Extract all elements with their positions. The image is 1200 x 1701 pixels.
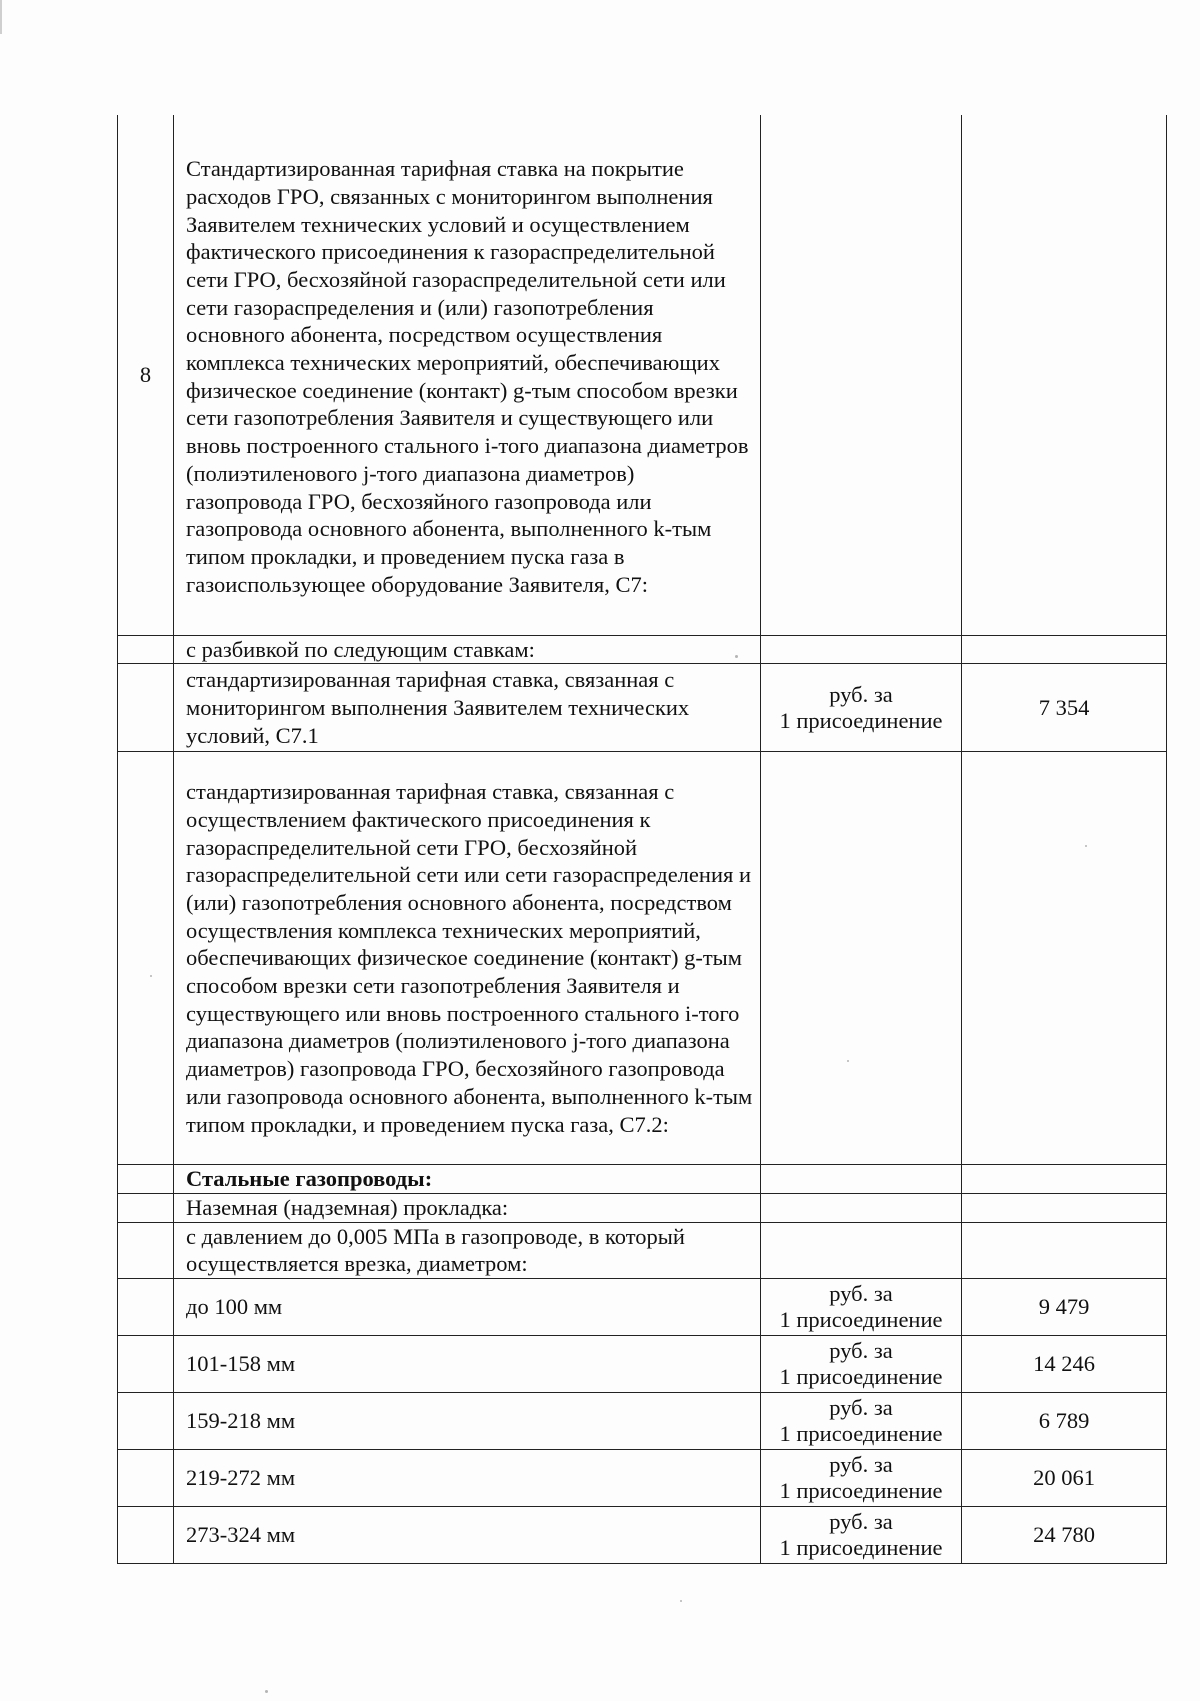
table-row-c7-1 [118, 664, 1167, 752]
row-number [118, 664, 174, 752]
row-unit [761, 1222, 962, 1278]
row-number [118, 635, 174, 664]
unit-line-2: 1 присоединение [779, 1478, 943, 1504]
row-description: Стальные газопроводы: [174, 1165, 761, 1194]
unit-line-1: руб. за [829, 1395, 893, 1421]
row-description: 219-272 мм [174, 1450, 761, 1507]
scan-speck [847, 1060, 849, 1062]
row-description: 273-324 мм [174, 1507, 761, 1564]
scan-speck [680, 1600, 682, 1602]
table-row-diameter [118, 1393, 1167, 1450]
table-row-overground [118, 1193, 1167, 1222]
row-unit [761, 752, 962, 1165]
tariff-table [117, 115, 1167, 1564]
row-number [118, 1165, 174, 1194]
scan-speck [150, 975, 152, 977]
table-row-c7-2 [118, 752, 1167, 1165]
scan-speck [1085, 845, 1087, 847]
row-description: 159-218 мм [174, 1393, 761, 1450]
row-description: стандартизированная тарифная ставка, связанная с мониторингом выполнения Заявителем технических условий, С7.1 [174, 664, 761, 752]
row-value [962, 1193, 1167, 1222]
row-unit [761, 1193, 962, 1222]
unit-line-1: руб. за [829, 1338, 893, 1364]
row-value: 6 789 [962, 1393, 1167, 1450]
row-description: 101-158 мм [174, 1336, 761, 1393]
row-value: 20 061 [962, 1450, 1167, 1507]
row-number [118, 1507, 174, 1564]
table-row-diameter [118, 1336, 1167, 1393]
row-number [118, 752, 174, 1165]
unit-line-2: 1 присоединение [779, 1364, 943, 1390]
unit-line-2: 1 присоединение [779, 1535, 943, 1561]
row-unit [761, 1393, 962, 1450]
row-value: 9 479 [962, 1279, 1167, 1336]
row-number: 8 [118, 115, 174, 635]
row-value: 24 780 [962, 1507, 1167, 1564]
scan-speck [265, 1690, 268, 1693]
row-value [962, 635, 1167, 664]
row-number [118, 1193, 174, 1222]
unit-line-1: руб. за [829, 681, 893, 707]
row-value [962, 115, 1167, 635]
unit-line-1: руб. за [829, 1281, 893, 1307]
row-description: стандартизированная тарифная ставка, связанная с осуществлением фактического присоединения к газораспределительной сети ГРО, бесхозяйной газораспределительной сети или сети газораспределения и (или) газопотребления основного абонента, посредством осуществления комплекса технических мероприятий, обеспечивающих физическое соединение (контакт) g-тым способом врезки сети газопотребления Заявителя и существующего или вновь построенного стального i-того диапазона диаметров (полиэтиленового j-того диапазона диаметров) газопровода ГРО, бесхозяйного газопровода или газопровода основного абонента, выполненного k-тым типом прокладки, и проведением пуска газа, С7.2: [174, 752, 761, 1165]
row-number [118, 1393, 174, 1450]
row-unit [761, 1165, 962, 1194]
row-description: с давлением до 0,005 МПа в газопроводе, в который осуществляется врезка, диаметром: [174, 1222, 761, 1278]
row-value [962, 752, 1167, 1165]
table-row-item-8 [118, 115, 1167, 635]
table-row-pressure [118, 1222, 1167, 1278]
row-value [962, 1222, 1167, 1278]
table-row-diameter [118, 1450, 1167, 1507]
row-description: Наземная (надземная) прокладка: [174, 1193, 761, 1222]
scan-speck [735, 655, 738, 658]
row-value [962, 1165, 1167, 1194]
row-unit [761, 1450, 962, 1507]
row-value: 7 354 [962, 664, 1167, 752]
row-unit [761, 635, 962, 664]
row-number [118, 1222, 174, 1278]
row-unit [761, 1279, 962, 1336]
row-unit [761, 115, 962, 635]
unit-line-1: руб. за [829, 1452, 893, 1478]
unit-line-1: руб. за [829, 1509, 893, 1535]
row-unit [761, 1507, 962, 1564]
row-description: Стандартизированная тарифная ставка на покрытие расходов ГРО, связанных с мониторингом выполнения Заявителем технических условий и осуществлением фактического присоединения к газораспределительной сети ГРО, бесхозяйной газораспределительной сети или сети газораспределения и (или) газопотребления основного абонента, посредством осуществления комплекса технических мероприятий, обеспечивающих физическое соединение (контакт) g-тым способом врезки сети газопотребления Заявителя и существующего или вновь построенного стального i-того диапазона диаметров (полиэтиленового j-того диапазона диаметров) газопровода ГРО, бесхозяйного газопровода или газопровода основного абонента, выполненного k-тым типом прокладки, и проведением пуска газа в газоиспользующее оборудование Заявителя, С7: [174, 115, 761, 635]
row-number [118, 1450, 174, 1507]
table-row-diameter [118, 1507, 1167, 1564]
unit-line-2: 1 присоединение [779, 707, 943, 733]
row-value: 14 246 [962, 1336, 1167, 1393]
table-row-diameter [118, 1279, 1167, 1336]
row-number [118, 1279, 174, 1336]
scan-edge-mark [0, 0, 2, 34]
row-description: до 100 мм [174, 1279, 761, 1336]
row-number [118, 1336, 174, 1393]
row-description: с разбивкой по следующим ставкам: [174, 635, 761, 664]
table-row-steel-heading [118, 1165, 1167, 1194]
row-unit [761, 1336, 962, 1393]
unit-line-2: 1 присоединение [779, 1421, 943, 1447]
unit-line-2: 1 присоединение [779, 1307, 943, 1333]
table-row-breakdown [118, 635, 1167, 664]
row-unit [761, 664, 962, 752]
